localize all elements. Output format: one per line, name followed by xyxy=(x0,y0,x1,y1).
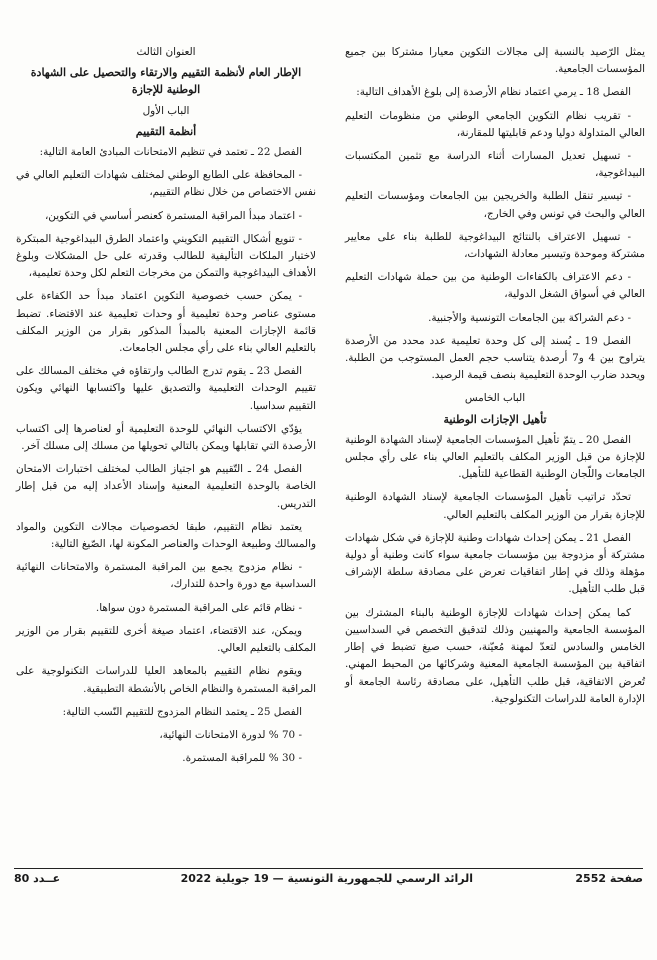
left-col-paragraph: الفصل 23 ـ يقوم تدرج الطالب وارتقاؤه في مختلف المسالك على تقييم الوحدات التعليمية والتصديق عليها واكتسابها النهائي ويكون التقييم سداسيا. xyxy=(16,365,316,412)
issue-number: عــدد 80 xyxy=(14,872,61,885)
right-col-paragraph: كما يمكن إحداث شهادات للإجازة الوطنية بالبناء المشترك بين المؤسسة الجامعية والمهنيين وذلك لتدقيق التخصص في السداسيين الخامس والسادس لتعدّ لمهنة مُعيّنة، حسب صيغ تضبط في إطار اتفاقية بين المؤسسة الجامعية المعنية وشركائها من المحيط المهني. تُعرض الاتفاقية، قبل طلب التأهيل، على مصادقة رئاسة الجامعة أو الإدارة العامة للدراسات التكنولوجية. xyxy=(345,606,645,705)
right-col-paragraph: الفصل 19 ـ يُسند إلى كل وحدة تعليمية عدد محدد من الأرصدة يتراوح بين 4 و7 أرصدة يتناسب حجم العمل المستوجب من الطلبة. ويحدد ضارب الوحدة التعليمية بنصف قيمة الرصيد. xyxy=(345,334,645,382)
left-col-paragraph: ويقوم نظام التقييم بالمعاهد العليا للدراسات التكنولوجية على المراقبة المستمرة والنظام الخاص بالأنشطة التطبيقية. xyxy=(16,665,316,695)
left-column xyxy=(16,44,316,773)
right-col-section-title: تأهيل الإجازات الوطنية xyxy=(443,412,547,426)
right-col-paragraph: - تسهيل تعديل المسارات أثناء الدراسة مع تثمين المكتسبات البيداغوجية، xyxy=(345,150,645,180)
right-column xyxy=(345,44,645,714)
right-col-paragraph: - دعم الاعتراف بالكفاءات الوطنية من بين حملة شهادات التعليم العالي في أسواق الشغل الدولية، xyxy=(345,271,645,301)
right-col-paragraph: يمثل الرّصيد بالنسبة إلى مجالات التكوين معيارا مشتركا بين جميع المؤسسات الجامعية. xyxy=(345,46,645,76)
left-col-paragraph: ويمكن، عند الاقتضاء، اعتماد صيغة أخرى للتقييم بقرار من الوزير المكلف بالتعليم العالي. xyxy=(16,624,316,655)
left-col-paragraph: - نظام قائم على المراقبة المستمرة دون سواها. xyxy=(95,601,302,614)
right-col-paragraph: الفصل 18 ـ يرمي اعتماد نظام الأرصدة إلى بلوغ الأهداف التالية: xyxy=(356,86,631,99)
left-col-section-label: العنوان الثالث xyxy=(136,46,196,58)
right-col-paragraph: - تقريب نظام التكوين الجامعي الوطني من منظومات التعليم العالي المتداولة دوليا ودعم قابليتها للمقارنة، xyxy=(345,109,645,139)
page-number: صفحة 2552 xyxy=(575,872,643,885)
left-col-paragraph: - المحافظة على الطابع الوطني لمختلف شهادات التعليم العالي في نفس الاختصاص من خلال نظام التقييم، xyxy=(16,169,316,199)
right-col-paragraph: تحدّد تراتيب تأهيل المؤسسات الجامعية لإسناد الشهادة الوطنية للإجازة بقرار من الوزير المكلف بالتعليم العالي. xyxy=(345,491,645,521)
right-col-paragraph: - تسهيل الاعتراف بالنتائج البيداغوجية للطلبة بناء على معايير مشتركة وموحدة وتيسير معادلة الشهادات، xyxy=(345,230,645,261)
right-col-paragraph: - دعم الشراكة بين الجامعات التونسية والأجنبية. xyxy=(428,311,631,324)
footer-divider xyxy=(14,868,643,869)
left-col-paragraph: يؤدّي الاكتساب النهائي للوحدة التعليمية أو لعناصرها إلى اكتساب الأرصدة التي تقابلها ويمكن بالتالي تحويلها من مسلك إلى مسلك آخر. xyxy=(16,422,316,453)
left-col-paragraph: الفصل 25 ـ يعتمد النظام المزدوج للتقييم النّسب التالية: xyxy=(62,705,302,718)
left-col-paragraph: الفصل 24 ـ التّقييم هو اجتياز الطالب لمختلف اختبارات الامتحان الخاصة بالوحدة التعليمية المعنية وإسناد الأعداد إليه من قبل إطار التدريس. xyxy=(16,463,316,510)
right-col-paragraph: - تيسير تنقل الطلبة والخريجين بين الجامعات ومؤسسات التعليم العالي والبحث في تونس وفي الخارج، xyxy=(345,190,645,220)
left-col-paragraph: - 30 % للمراقبة المستمرة. xyxy=(182,752,302,765)
left-col-section-label: الباب الأول xyxy=(142,104,190,117)
journal-title-date: الرائد الرسمي للجمهورية التونسية — 19 جويلية 2022 xyxy=(180,872,473,885)
right-col-paragraph: الفصل 20 ـ يتمّ تأهيل المؤسسات الجامعية لإسناد الشهادة الوطنية للإجازة من قبل الوزير المكلف بالتعليم العالي بناء على رأي مجلس الجامعات واللّجان الوطنية القطاعية للتأهيل. xyxy=(345,433,645,481)
left-col-paragraph: - يمكن حسب خصوصية التكوين اعتماد مبدأ حد الكفاءة على مستوى عناصر وحدة تعليمية أو وحدات تعليمية عند الاقتضاء. تضبط قائمة الإجازات المعنية بالمبدأ المذكور بقرار من الوزير المكلف بالتعليم العالي بناء على رأي مجلس الجامعات. xyxy=(16,290,316,355)
right-col-section-label: الباب الخامس xyxy=(464,392,526,405)
left-col-paragraph: الفصل 22 ـ تعتمد في تنظيم الامتحانات المبادئ العامة التالية: xyxy=(39,146,302,159)
left-col-paragraph: يعتمد نظام التقييم، طبقا لخصوصيات مجالات التكوين والمواد والمسالك وطبيعة الوحدات والعناصر المكونة لها، الصّيغ التالية: xyxy=(16,520,316,551)
left-col-paragraph: - اعتماد مبدأ المراقبة المستمرة كعنصر أساسي في التكوين، xyxy=(44,209,302,222)
left-col-paragraph: - 70 % لدورة الامتحانات النهائية، xyxy=(159,728,302,741)
left-col-paragraph: - تنويع أشكال التقييم التكويني واعتماد الطرق البيداغوجية المبتكرة لاختبار الملكات التأليفية للطالب وقدرته على حل المشكلات وبلوغ الأهداف البيداغوجية والتمكن من مخرجات التعلم لكل وحدة تعليمية، xyxy=(16,232,316,280)
left-col-paragraph: - نظام مزدوج يجمع بين المراقبة المستمرة والامتحانات النهائية السداسية مع دورة واحدة للتدارك، xyxy=(16,561,316,591)
right-col-paragraph: الفصل 21 ـ يمكن إحداث شهادات وطنية للإجازة في شكل شهادات مشتركة أو مزدوجة بين مؤسسات جامعية سواء كانت وطنية أو دولية مؤهلة وذلك في إطار اتفاقيات تعرض على مصادقة سلطة الإشراف قبل طلب التأهيل. xyxy=(345,531,645,596)
page-footer xyxy=(14,872,643,892)
left-col-section-title: الإطار العام لأنظمة التقييم والارتقاء والتحصيل على الشهادة الوطنية للإجازة xyxy=(30,66,302,97)
left-col-section-title: أنظمة التقييم xyxy=(135,124,197,138)
